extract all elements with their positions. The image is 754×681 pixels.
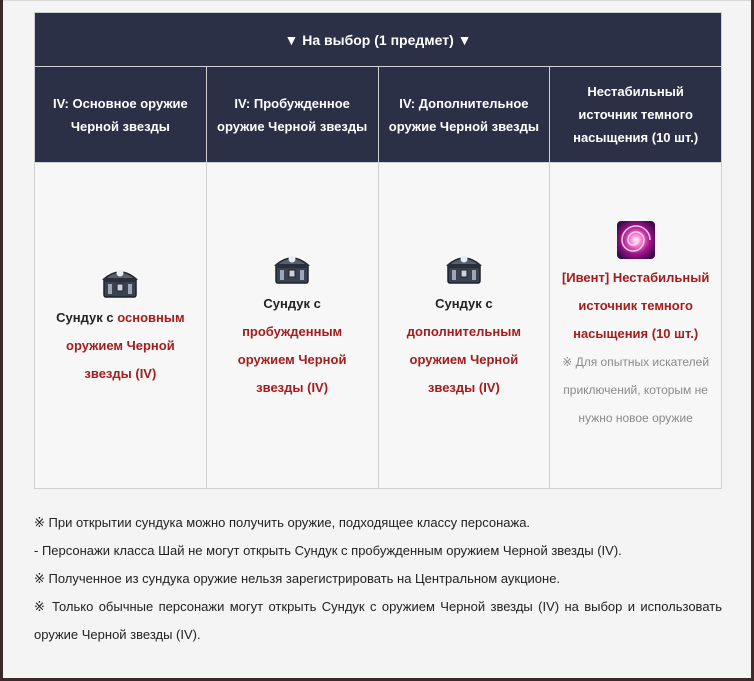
table-title-row [35, 13, 722, 67]
note-line: ※ Полученное из сундука оружие нельзя зарегистрировать на Центральном аукционе. [34, 571, 561, 586]
item-prefix: Сундук с [435, 295, 493, 311]
item-prefix: Сундук с [56, 309, 118, 325]
item-name-link[interactable]: пробужденным оружием Черной звезды (IV) [237, 323, 347, 395]
item-cell-dark-source [550, 163, 722, 489]
item-cell-main-weapon [35, 163, 207, 489]
window-edge-left [0, 0, 3, 681]
table-title: ▼ На выбор (1 предмет) ▼ [35, 13, 722, 67]
table-header-row [35, 67, 722, 163]
item-cell-awakening-weapon [206, 163, 378, 489]
note-line: - Персонажи класса Шай не могут открыть Сундук с пробужденным оружием Черной звезды (IV). [34, 543, 622, 558]
item-cell-sub-weapon [378, 163, 550, 489]
column-header-main-weapon: IV: Основное оружие Черной звезды [35, 67, 207, 163]
item-name-link[interactable]: [Ивент] Нестабильный источник темного насыщения (10 шт.) [561, 269, 710, 341]
column-header-awakening-weapon: IV: Пробужденное оружие Черной звезды [206, 67, 378, 163]
chest-icon [217, 250, 368, 286]
note-line: ※ При открытии сундука можно получить оружие, подходящее классу персонажа. [34, 515, 531, 530]
item-note: ※ Для опытных искателей приключений, которым не нужно новое оружие [562, 354, 710, 425]
chest-icon [45, 264, 196, 300]
item-name-link[interactable]: дополнительным оружием Черной звезды (IV) [406, 323, 521, 395]
notes-section [34, 509, 722, 649]
item-prefix: Сундук с [263, 295, 321, 311]
item-name-link[interactable]: основным оружием Черной звезды (IV) [66, 309, 185, 381]
table-items-row [35, 163, 722, 489]
chest-icon [389, 250, 540, 286]
column-header-sub-weapon: IV: Дополнительное оружие Черной звезды [378, 67, 550, 163]
column-header-dark-source: Нестабильный источник темного насыщения (10 шт.) [550, 67, 722, 163]
note-line: ※ Только обычные персонажи могут открыть Сундук с оружием Черной звезды (IV) на выбор и использовать оружие Черной звезды (IV). [34, 599, 722, 642]
dark-swirl-icon [560, 220, 711, 260]
reward-choice-table [34, 12, 722, 489]
